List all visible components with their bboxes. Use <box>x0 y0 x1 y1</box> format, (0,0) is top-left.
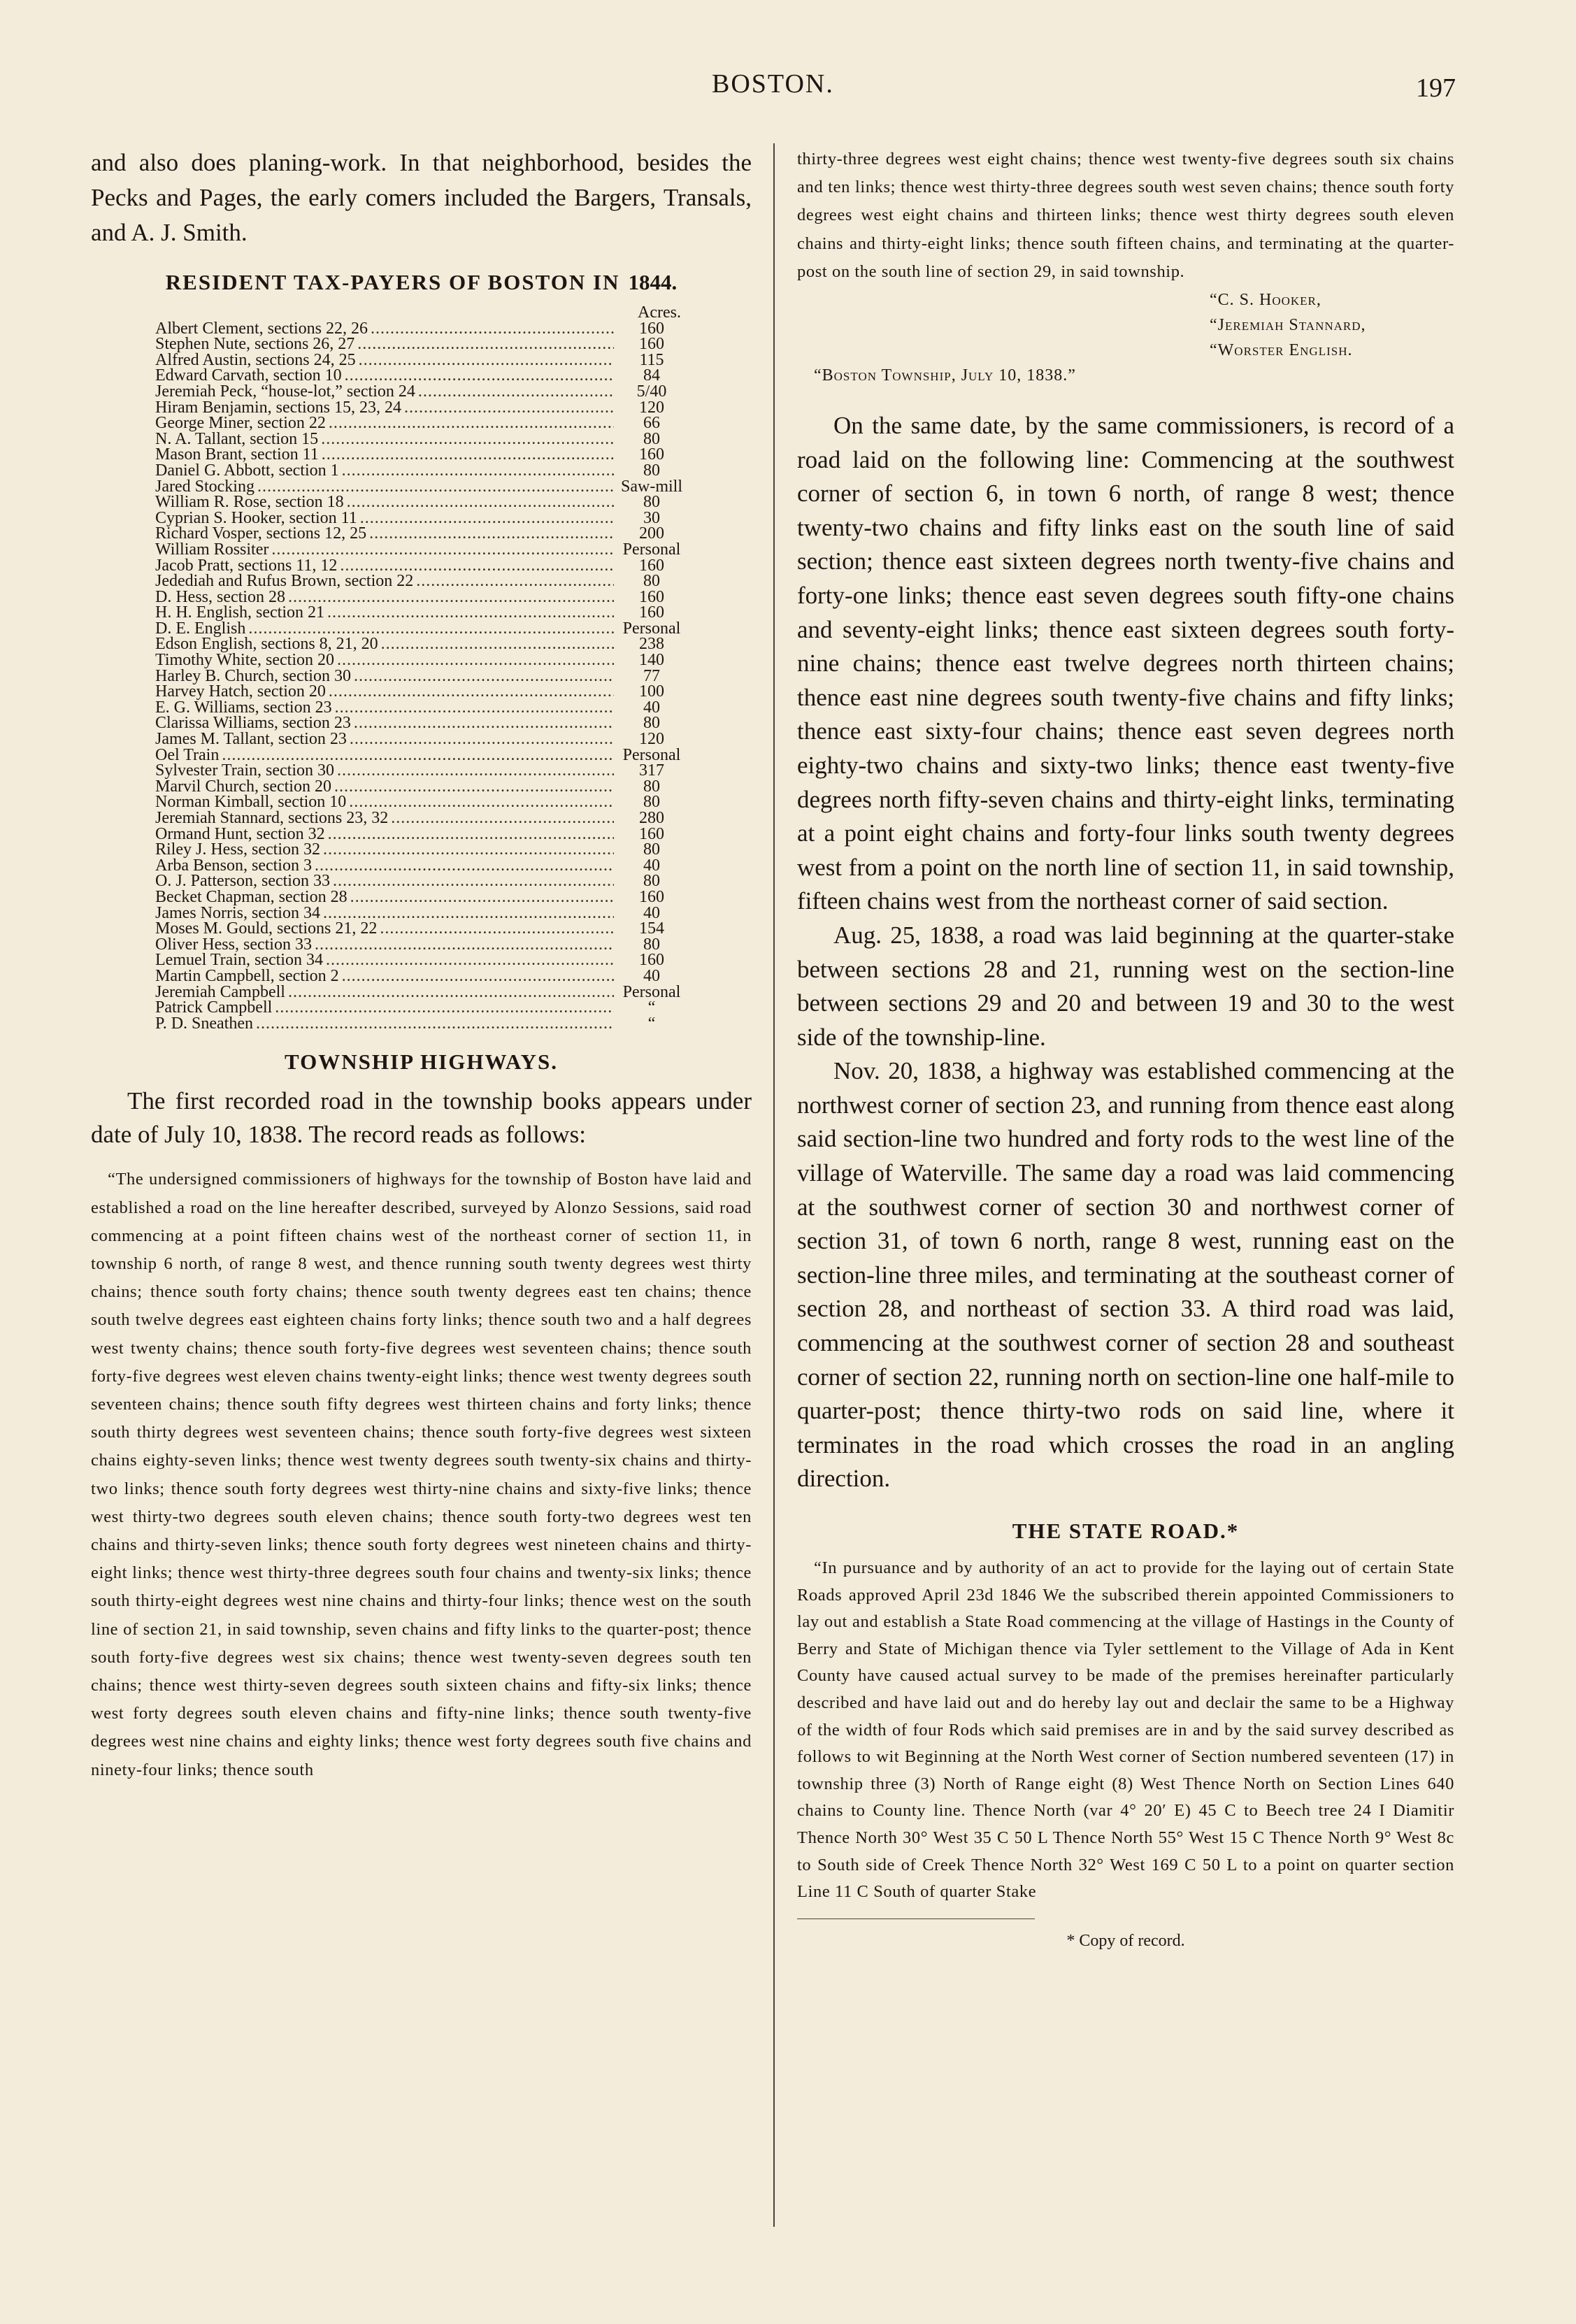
tax-payer-name: Richard Vosper, sections 12, 25 <box>155 524 367 543</box>
tax-payer-row <box>155 573 687 589</box>
tax-payer-row <box>155 400 687 416</box>
tax-payer-acres: 160 <box>639 603 664 622</box>
dot-leader <box>328 826 614 842</box>
tax-payer-name: Edson English, sections 8, 21, 20 <box>155 635 378 654</box>
dot-leader <box>315 858 614 874</box>
dot-leader <box>391 810 614 826</box>
tax-payer-acres: Saw-mill <box>621 477 682 496</box>
dot-leader <box>327 605 614 621</box>
dot-leader <box>418 384 614 400</box>
tax-heading-year: 1844. <box>628 270 678 294</box>
tax-payer-acres: 80 <box>643 429 660 448</box>
tax-payer-row <box>155 684 687 700</box>
tax-payer-acres: Personal <box>622 982 681 1001</box>
dot-leader <box>321 431 614 447</box>
tax-payer-name: Stephen Nute, sections 26, 27 <box>155 335 355 354</box>
state-road-quote: “In pursuance and by authority of an act to provide for the laying out of certain State Roads approved April 23d 1846 We the subscribed therein appointed Commissioners to lay out and establish a State Road commencing at the village of Hastings in the County of Berry and State of Michigan thence via Tyler settlement to the Village of Ada in Kent County have caused actual survey to be made of the premises hereinafter particularly described and have laid out and do hereby lay out and declair the same to be a Highway of the width of four Rods which said premises are in and by the said survey described as follows to wit Beginning at the North West corner of Section numbered seventeen (17) in township three (3) North of Range eight (8) West Thence North on Section Lines 640 chains to County line. Thence North (var 4° 20′ E) 45 C to Beech tree 24 I Diamitir Thence North 30° West 35 C 50 L Thence North 55° West 15 C Thence North 9° West 8c to South side of Creek Thence North 32° West 169 C 50 L to a point on quarter section Line 11 C South of quarter Stake <box>797 1558 1454 1902</box>
signature-block <box>797 287 1454 388</box>
tax-payer-name: Lemuel Train, section 34 <box>155 951 323 970</box>
tax-payer-acres: 80 <box>643 777 660 796</box>
highways-intro-paragraph: The first recorded road in the township books appears under date of July 10, 1838. The record reads as follows: <box>91 1087 752 1149</box>
right-column <box>797 145 1454 1951</box>
signatory: “Jeremiah Stannard, <box>1210 316 1366 335</box>
dot-leader <box>288 589 614 605</box>
tax-payer-name: Marvil Church, section 20 <box>155 777 331 796</box>
tax-payer-row <box>155 621 687 637</box>
dot-leader <box>337 763 614 779</box>
footnote-rule <box>797 1918 1035 1919</box>
tax-payer-name: George Miner, section 22 <box>155 414 326 433</box>
tax-payer-name: James Norris, section 34 <box>155 903 320 922</box>
tax-payer-acres: 120 <box>639 398 664 417</box>
column-divider <box>773 143 775 2227</box>
tax-payer-row <box>155 763 687 779</box>
dot-leader <box>371 321 614 337</box>
tax-payer-row <box>155 605 687 621</box>
dot-leader <box>326 952 614 968</box>
tax-payer-name: Oel Train <box>155 745 220 764</box>
dot-leader <box>248 621 614 637</box>
dot-leader <box>360 510 614 526</box>
signatory: “C. S. Hooker, <box>1210 291 1321 310</box>
tax-payer-acres: “ <box>647 1014 656 1033</box>
dot-leader <box>340 558 614 574</box>
tax-payer-acres: “ <box>647 998 656 1017</box>
tax-payer-name: Harley B. Church, section 30 <box>155 666 351 685</box>
tax-payer-row <box>155 447 687 463</box>
tax-payer-name: Edward Carvath, section 10 <box>155 366 342 385</box>
dot-leader <box>350 731 614 747</box>
tax-payer-acres: 160 <box>639 445 664 464</box>
tax-payer-name: William Rossiter <box>155 540 269 559</box>
road-paragraph-2: Aug. 25, 1838, a road was laid beginning at the quarter-stake between sections 28 and 21, running west on the section-line between sections 29 and 20 and between 19 and 30 to the west side of the township-line. <box>797 921 1454 1051</box>
tax-payer-name: D. Hess, section 28 <box>155 587 285 606</box>
tax-payer-name: Becket Chapman, section 28 <box>155 887 348 906</box>
tax-payer-name: Riley J. Hess, section 32 <box>155 840 320 859</box>
tax-payer-name: Hiram Benjamin, sections 15, 23, 24 <box>155 398 401 417</box>
tax-payers-heading <box>91 270 752 295</box>
tax-payer-acres: 80 <box>643 872 660 891</box>
dot-leader <box>357 336 614 352</box>
tax-payer-name: Alfred Austin, sections 24, 25 <box>155 350 356 369</box>
dot-leader <box>329 415 614 431</box>
tax-payer-row <box>155 415 687 431</box>
tax-payer-name: William R. Rose, section 18 <box>155 493 344 512</box>
tax-payer-row <box>155 510 687 526</box>
tax-payer-row <box>155 494 687 510</box>
tax-heading-text: RESIDENT TAX-PAYERS OF BOSTON IN <box>165 270 620 294</box>
record-date: “Boston Township, July 10, 1838.” <box>814 366 1076 385</box>
tax-payer-acres: 80 <box>643 572 660 591</box>
tax-payer-row <box>155 384 687 400</box>
tax-payer-name: Cyprian S. Hooker, section 11 <box>155 508 357 527</box>
tax-payer-acres: 160 <box>639 951 664 970</box>
tax-payer-row <box>155 558 687 574</box>
dot-leader <box>329 684 614 700</box>
tax-payer-row <box>155 368 687 384</box>
highway-record-quote-continued: thirty-three degrees west eight chains; thence west twenty-five degrees south six chains and ten links; thence west thirty-three degrees south west seven chains; thence south forty degrees west eight chains and thirteen links; thence west thirty degrees south eleven chains and thirty-eight links; thence south fifteen chains, and terminating at the quarter-post on the south line of section 29, in said township. <box>797 150 1454 281</box>
tax-payer-row <box>155 526 687 542</box>
tax-payer-acres: 160 <box>639 587 664 606</box>
tax-payer-name: Albert Clement, sections 22, 26 <box>155 319 368 338</box>
tax-payer-acres: 84 <box>643 366 660 385</box>
dot-leader <box>288 984 614 1000</box>
tax-payer-name: D. E. English <box>155 619 246 638</box>
dot-leader <box>381 636 614 652</box>
tax-payer-name: Jeremiah Stannard, sections 23, 32 <box>155 809 389 827</box>
dot-leader <box>323 842 614 858</box>
tax-payer-acres: 80 <box>643 793 660 812</box>
tax-payer-row <box>155 826 687 842</box>
tax-payer-name: Oliver Hess, section 33 <box>155 935 312 954</box>
tax-payer-row <box>155 636 687 652</box>
dot-leader <box>222 747 614 763</box>
tax-payer-name: Jeremiah Peck, “house-lot,” section 24 <box>155 382 415 401</box>
dot-leader <box>354 715 614 731</box>
tax-payer-row <box>155 747 687 763</box>
dot-leader <box>257 479 614 495</box>
tax-payer-name: Jeremiah Campbell <box>155 982 285 1001</box>
dot-leader <box>275 1000 614 1016</box>
tax-payer-name: N. A. Tallant, section 15 <box>155 429 319 448</box>
dot-leader <box>322 447 614 463</box>
tax-payer-acres: 200 <box>639 524 664 543</box>
tax-payer-row <box>155 794 687 810</box>
tax-payer-name: Harvey Hatch, section 20 <box>155 682 326 701</box>
acres-column-header: Acres. <box>638 303 681 322</box>
tax-payer-acres: 40 <box>643 966 660 985</box>
tax-payer-row <box>155 336 687 352</box>
dot-leader <box>342 463 614 479</box>
tax-payer-acres: 120 <box>639 730 664 749</box>
dot-leader <box>354 668 614 684</box>
tax-payer-acres: 160 <box>639 824 664 843</box>
tax-payer-row <box>155 889 687 905</box>
tax-payer-acres: 160 <box>639 319 664 338</box>
running-head <box>0 69 1576 110</box>
tax-payer-acres: 40 <box>643 903 660 922</box>
tax-payer-acres: 66 <box>643 414 660 433</box>
tax-payer-acres: 317 <box>639 761 664 780</box>
tax-payer-acres: 280 <box>639 809 664 827</box>
tax-payer-row <box>155 779 687 795</box>
township-highways-heading: TOWNSHIP HIGHWAYS. <box>285 1049 558 1075</box>
tax-payer-row <box>155 700 687 716</box>
tax-payer-row <box>155 842 687 858</box>
tax-payer-row <box>155 431 687 447</box>
tax-payer-acres: 238 <box>639 635 664 654</box>
tax-payer-name: Patrick Campbell <box>155 998 273 1017</box>
tax-payer-acres: 160 <box>639 887 664 906</box>
tax-payer-row <box>155 905 687 921</box>
dot-leader <box>404 400 614 416</box>
tax-payers-rows <box>155 321 687 1032</box>
intro-paragraph: and also does planing-work. In that neighborhood, besides the Pecks and Pages, the early comers included the Bargers, Transals, and A. J. Smith. <box>91 149 752 246</box>
dot-leader <box>349 794 614 810</box>
tax-payer-acres: 80 <box>643 840 660 859</box>
tax-payer-name: E. G. Williams, section 23 <box>155 698 332 717</box>
page-number: 197 <box>1416 73 1456 103</box>
tax-payer-row <box>155 937 687 953</box>
tax-payer-row <box>155 652 687 668</box>
tax-payer-acres: 40 <box>643 698 660 717</box>
dot-leader <box>335 700 614 716</box>
tax-payer-acres: 5/40 <box>636 382 667 401</box>
highway-record-quote: “The undersigned commissioners of highways for the township of Boston have laid and established a road on the line hereafter described, surveyed by Alonzo Sessions, said road commencing at a point fifteen chains west of the northeast corner of section 11, in township 6 north, of range 8 west, and thence running south twenty degrees west thirty chains; thence south forty chains; thence south twenty degrees east ten chains; thence south twelve degrees east eighteen chains forty links; thence south two and a half degrees west twenty chains; thence south forty-five degrees west seventeen chains; thence south forty-five degrees west eleven chains twenty-eight links; thence west twenty degrees south seventeen chains; thence south fifty degrees west thirteen chains and forty links; thence south thirty degrees west seventeen chains; thence south forty-five degrees west sixteen chains eighty-seven links; thence west twenty degrees south twenty-six chains and thirty-two links; thence south forty degrees west thirty-nine chains and sixty-five links; thence west thirty-two degrees south eleven chains; thence south forty-two degrees west ten chains and thirty-seven links; thence south forty degrees west nineteen chains and thirty-eight links; thence west thirty-three degrees south four chains and twenty-six links; thence south thirty-eight degrees west nine chains and thirty-four links; thence west on the south line of section 21, in said township, seven chains and fifty links to the quarter-post; thence south forty-five degrees west six chains; thence west twenty-seven degrees south ten chains; thence west thirty-seven degrees south sixteen chains and fifty-six links; thence west forty degrees south eleven chains and fifty-nine links; thence south twenty-five degrees west nine chains and eighty links; thence west forty degrees south five chains and ninety-four links; thence south <box>91 1170 752 1779</box>
tax-payer-row <box>155 589 687 605</box>
tax-payer-row <box>155 952 687 968</box>
tax-payer-acres: 154 <box>639 919 664 938</box>
dot-leader <box>342 968 614 984</box>
running-title: BOSTON. <box>712 69 834 99</box>
tax-payer-acres: 115 <box>639 350 664 369</box>
tax-payer-acres: 100 <box>639 682 664 701</box>
dot-leader <box>350 889 614 905</box>
tax-payer-row <box>155 984 687 1000</box>
tax-payer-acres: 160 <box>639 335 664 354</box>
tax-payer-name: Mason Brant, section 11 <box>155 445 319 464</box>
footnote: * Copy of record. <box>1066 1931 1185 1950</box>
state-road-heading: THE STATE ROAD.* <box>1012 1519 1240 1544</box>
tax-payer-row <box>155 668 687 684</box>
dot-leader <box>337 652 614 668</box>
tax-payer-name: Norman Kimball, section 10 <box>155 793 347 812</box>
tax-payer-row <box>155 968 687 984</box>
tax-payer-name: Jared Stocking <box>155 477 255 496</box>
tax-payer-acres: 77 <box>643 666 660 685</box>
tax-payer-acres: 140 <box>639 651 664 670</box>
tax-payer-row <box>155 715 687 731</box>
tax-payer-row <box>155 479 687 495</box>
road-paragraph-3: Nov. 20, 1838, a highway was established commencing at the northwest corner of section 23, and running from thence east along said section-line two hundred and forty rods to the west line of the village of Waterville. The same day a road was laid commencing at the southwest corner of section 30 and northwest corner of section 31, of town 6 north, range 8 west, running east on the section-line three miles, and terminating at the southeast corner of section 28, and northeast of section 33. A third road was laid, commencing at the southwest corner of section 28 and southeast corner of section 22, running north on section-line one half-mile to quarter-post; thence thirty-two rods on said line, where it terminates in the road which crosses the road in an angling direction. <box>797 1057 1454 1493</box>
tax-payer-row <box>155 321 687 337</box>
tax-payer-acres: 80 <box>643 935 660 954</box>
dot-leader <box>323 905 614 921</box>
tax-payer-row <box>155 1016 687 1032</box>
dot-leader <box>271 542 614 558</box>
dot-leader <box>359 352 614 368</box>
tax-payer-name: O. J. Patterson, section 33 <box>155 872 330 891</box>
signatory: “Worster English. <box>1210 341 1353 360</box>
tax-payer-acres: 160 <box>639 556 664 575</box>
dot-leader <box>347 494 614 510</box>
dot-leader <box>369 526 614 542</box>
tax-payer-row <box>155 542 687 558</box>
tax-payer-name: H. H. English, section 21 <box>155 603 324 622</box>
tax-payer-name: Arba Benson, section 3 <box>155 856 312 875</box>
road-paragraph-1: On the same date, by the same commissioners, is record of a road laid on the following line: Commencing at the southwest corner of section 6, in town 6 north, of range 8 west; thence twenty-two chains and fifty links east on the south line of said section; thence east sixteen degrees north twenty-five chains and forty-one links; thence east seven degrees south fifty-one chains and seventy-eight links; thence east sixteen degrees south forty-nine chains; thence east twelve degrees north thirteen chains; thence east nine degrees south twenty-five chains and fifty links; thence east sixty-four chains; thence east seven degrees north eighty-two chains and sixty-two links; thence east twenty-five degrees north fifty-seven chains and thirty-eight links, terminating at a point eight chains and forty-four links south twenty degrees west from a point on the north line of section 11, in said township, fifteen chains west from the northeast corner of said section. <box>797 412 1454 915</box>
left-column <box>91 145 752 1784</box>
dot-leader <box>345 368 614 384</box>
tax-payer-acres: 40 <box>643 856 660 875</box>
dot-leader <box>416 573 614 589</box>
tax-payer-name: Sylvester Train, section 30 <box>155 761 334 780</box>
tax-payer-name: Ormand Hunt, section 32 <box>155 824 325 843</box>
tax-payer-name: Jacob Pratt, sections 11, 12 <box>155 556 338 575</box>
tax-payer-name: Moses M. Gould, sections 21, 22 <box>155 919 378 938</box>
tax-payers-table <box>155 305 687 1031</box>
tax-payer-name: Timothy White, section 20 <box>155 651 335 670</box>
tax-payer-name: Daniel G. Abbott, section 1 <box>155 461 339 480</box>
tax-payer-row <box>155 921 687 937</box>
tax-payer-name: Jedediah and Rufus Brown, section 22 <box>155 572 414 591</box>
tax-payer-row <box>155 1000 687 1016</box>
tax-payer-row <box>155 810 687 826</box>
tax-payer-acres: Personal <box>622 745 681 764</box>
dot-leader <box>380 921 614 937</box>
dot-leader <box>333 873 614 889</box>
tax-payer-row <box>155 463 687 479</box>
tax-payer-name: P. D. Sneathen <box>155 1014 253 1033</box>
tax-payer-row <box>155 352 687 368</box>
tax-payer-acres: Personal <box>622 540 681 559</box>
tax-payer-row <box>155 858 687 874</box>
dot-leader <box>256 1016 614 1032</box>
tax-payer-name: Clarissa Williams, section 23 <box>155 714 351 733</box>
tax-payer-acres: 30 <box>643 508 660 527</box>
tax-payer-row <box>155 873 687 889</box>
dot-leader <box>315 937 614 953</box>
dot-leader <box>334 779 614 795</box>
tax-payer-acres: 80 <box>643 493 660 512</box>
tax-payer-name: James M. Tallant, section 23 <box>155 730 347 749</box>
tax-payer-name: Martin Campbell, section 2 <box>155 966 339 985</box>
tax-payer-acres: Personal <box>622 619 681 638</box>
tax-payer-acres: 80 <box>643 714 660 733</box>
tax-payer-row <box>155 731 687 747</box>
tax-payer-acres: 80 <box>643 461 660 480</box>
